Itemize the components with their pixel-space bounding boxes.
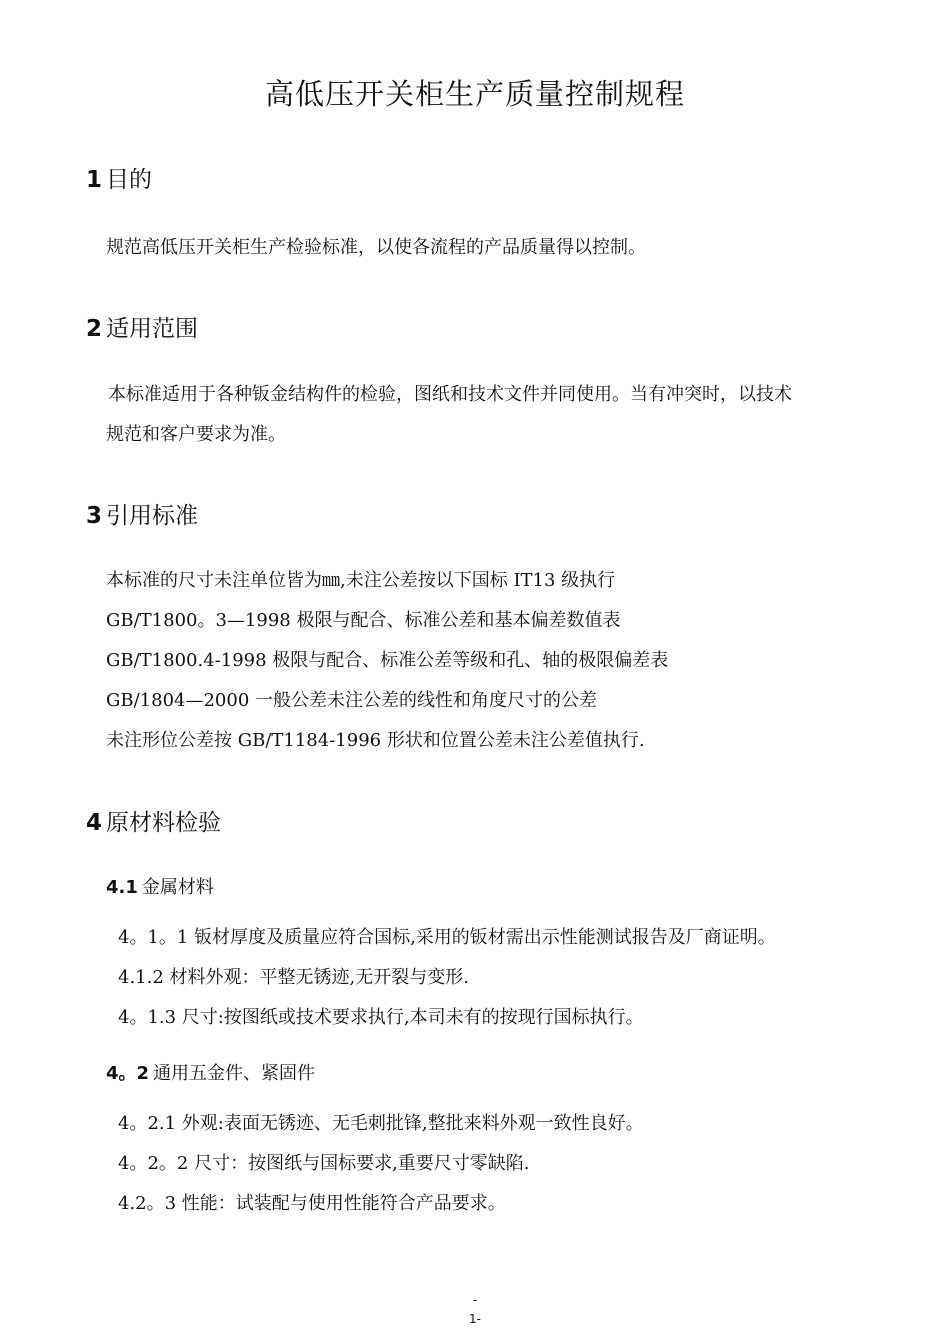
section-title: 引用标准 (106, 503, 199, 529)
section-1-body (106, 228, 646, 268)
subsection-title: 金属材料 (141, 877, 214, 898)
body-line: 4.1.2 材料外观：平整无锈迹,无开裂与变形. (118, 967, 469, 988)
page-number: 1- (469, 1312, 481, 1326)
subsection-4-2-body (118, 1104, 644, 1224)
body-line: 规范和客户要求为准。 (106, 424, 286, 445)
section-number: 4 (86, 810, 103, 836)
section-title: 目的 (106, 167, 153, 193)
body-line: 4。2。2 尺寸：按图纸与国标要求,重要尺寸零缺陷. (118, 1153, 530, 1174)
subsection-4-1-body (118, 918, 776, 1038)
subsection-number: 4.1 (106, 877, 138, 898)
subsection-title: 通用五金件、紧固件 (153, 1063, 316, 1084)
section-heading-4 (86, 804, 221, 837)
body-line: 规范高低压开关柜生产检验标准，以使各流程的产品质量得以控制。 (106, 237, 646, 258)
body-line: 未注形位公差按 GB/T1184-1996 形状和位置公差未注公差值执行. (106, 730, 645, 751)
page-footer-dash: - (472, 1293, 478, 1307)
document-title: 高低压开关柜生产质量控制规程 (264, 77, 685, 111)
body-line: 4。1。1 钣材厚度及质量应符合国标,采用的钣材需出示性能测试报告及厂商证明。 (118, 927, 776, 948)
section-title: 原材料检验 (106, 810, 222, 836)
body-line: 本标准的尺寸未注单位皆为㎜,未注公差按以下国标 IT13 级执行 (106, 570, 616, 591)
section-heading-1 (86, 161, 152, 194)
body-line: GB/T1800.4-1998 极限与配合、标准公差等级和孔、轴的极限偏差表 (106, 650, 669, 671)
body-line: 4。2.1 外观:表面无锈迹、无毛刺批锋,整批来料外观一致性良好。 (118, 1113, 644, 1134)
section-number: 3 (86, 503, 103, 529)
section-heading-3 (86, 497, 198, 530)
section-title: 适用范围 (106, 316, 199, 342)
section-heading-2 (86, 310, 198, 343)
section-number: 1 (86, 167, 103, 193)
body-line: 本标准适用于各种钣金结构件的检验，图纸和技术文件并同使用。当有冲突时，以技术 (108, 384, 792, 405)
section-3-body (106, 561, 668, 761)
subsection-heading-4-1 (106, 873, 214, 899)
section-number: 2 (86, 316, 103, 342)
body-line: 4。1.3 尺寸:按图纸或技术要求执行,本司未有的按现行国标执行。 (118, 1007, 644, 1028)
subsection-heading-4-2 (106, 1059, 315, 1085)
section-2-body (108, 375, 792, 455)
body-line: 4.2。3 性能：试装配与使用性能符合产品要求。 (118, 1193, 506, 1214)
subsection-number: 4。2 (106, 1063, 150, 1084)
body-line: GB/1804—2000 一般公差未注公差的线性和角度尺寸的公差 (106, 690, 598, 711)
body-line: GB/T1800。3—1998 极限与配合、标准公差和基本偏差数值表 (106, 610, 621, 631)
